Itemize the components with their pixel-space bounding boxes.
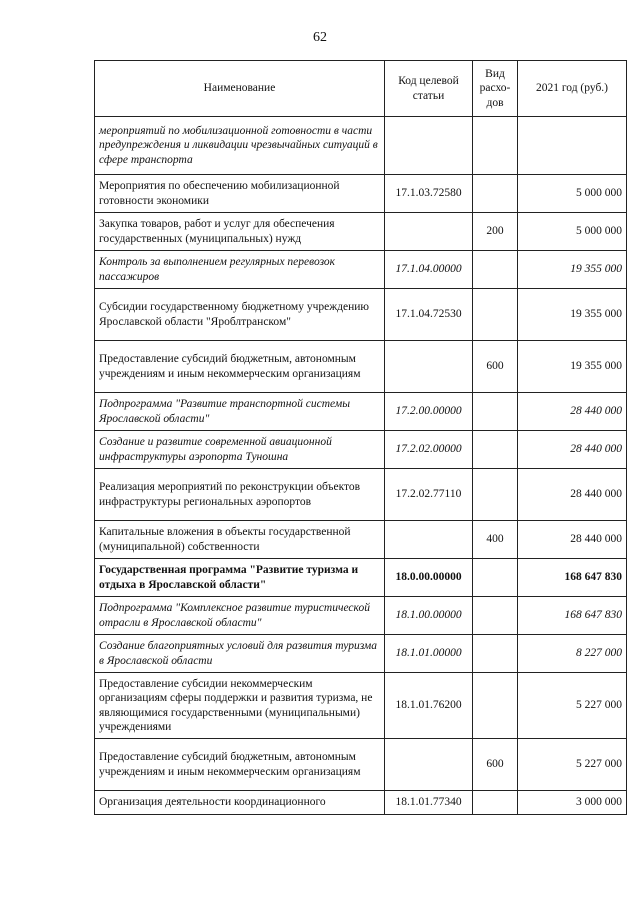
table-row xyxy=(95,521,627,559)
table-row xyxy=(95,341,627,393)
cell-code xyxy=(385,117,473,175)
cell-name: Подпрограмма "Развитие транспортной системы Ярославской области" xyxy=(95,393,385,431)
table-row xyxy=(95,431,627,469)
cell-sum: 5 000 000 xyxy=(518,213,627,251)
table-row xyxy=(95,673,627,739)
cell-type: 600 xyxy=(473,341,518,393)
cell-type xyxy=(473,469,518,521)
cell-sum: 28 440 000 xyxy=(518,469,627,521)
cell-sum xyxy=(518,117,627,175)
cell-code: 18.0.00.00000 xyxy=(385,559,473,597)
cell-name: Государственная программа "Развитие туризма и отдыха в Ярославской области" xyxy=(95,559,385,597)
cell-sum: 28 440 000 xyxy=(518,393,627,431)
table-row xyxy=(95,791,627,815)
cell-type: 200 xyxy=(473,213,518,251)
cell-sum: 8 227 000 xyxy=(518,635,627,673)
cell-sum: 28 440 000 xyxy=(518,431,627,469)
table-row xyxy=(95,175,627,213)
cell-code: 18.1.01.76200 xyxy=(385,673,473,739)
table-row xyxy=(95,393,627,431)
cell-name: Капитальные вложения в объекты государственной (муниципальной) собственности xyxy=(95,521,385,559)
table-row xyxy=(95,739,627,791)
cell-type xyxy=(473,175,518,213)
cell-code xyxy=(385,213,473,251)
table-row xyxy=(95,635,627,673)
cell-name: Создание благоприятных условий для развития туризма в Ярославской области xyxy=(95,635,385,673)
cell-code xyxy=(385,341,473,393)
cell-code: 18.1.00.00000 xyxy=(385,597,473,635)
cell-code: 18.1.01.77340 xyxy=(385,791,473,815)
cell-type xyxy=(473,289,518,341)
cell-sum: 3 000 000 xyxy=(518,791,627,815)
cell-code: 17.1.04.72530 xyxy=(385,289,473,341)
cell-name: Организация деятельности координационного xyxy=(95,791,385,815)
header-code: Код целевой статьи xyxy=(385,61,473,117)
cell-type: 400 xyxy=(473,521,518,559)
table-row xyxy=(95,559,627,597)
cell-name: мероприятий по мобилизационной готовности в части предупреждения и ликвидации чрезвычайных ситуаций в сфере транспорта xyxy=(95,117,385,175)
cell-code xyxy=(385,521,473,559)
cell-type xyxy=(473,251,518,289)
table-row xyxy=(95,597,627,635)
cell-name: Субсидии государственному бюджетному учреждению Ярославской области "Яроблтранском" xyxy=(95,289,385,341)
cell-type xyxy=(473,117,518,175)
cell-type: 600 xyxy=(473,739,518,791)
header-sum: 2021 год (руб.) xyxy=(518,61,627,117)
cell-name: Мероприятия по обеспечению мобилизационной готовности экономики xyxy=(95,175,385,213)
cell-code: 17.2.00.00000 xyxy=(385,393,473,431)
cell-name: Реализация мероприятий по реконструкции объектов инфраструктуры региональных аэропортов xyxy=(95,469,385,521)
cell-type xyxy=(473,559,518,597)
cell-sum: 19 355 000 xyxy=(518,251,627,289)
cell-name: Закупка товаров, работ и услуг для обеспечения государственных (муниципальных) нужд xyxy=(95,213,385,251)
header-name: Наименование xyxy=(95,61,385,117)
cell-code xyxy=(385,739,473,791)
table-row xyxy=(95,251,627,289)
table-row xyxy=(95,289,627,341)
table-header-row xyxy=(95,61,627,117)
cell-sum: 168 647 830 xyxy=(518,559,627,597)
cell-name: Предоставление субсидий бюджетным, автономным учреждениям и иным некоммерческим организациям xyxy=(95,341,385,393)
cell-sum: 5 000 000 xyxy=(518,175,627,213)
cell-name: Создание и развитие современной авиационной инфраструктуры аэропорта Туношна xyxy=(95,431,385,469)
table-row xyxy=(95,469,627,521)
cell-code: 17.1.04.00000 xyxy=(385,251,473,289)
cell-type xyxy=(473,635,518,673)
cell-type xyxy=(473,393,518,431)
table-row xyxy=(95,213,627,251)
cell-name: Предоставление субсидий бюджетным, автономным учреждениям и иным некоммерческим организациям xyxy=(95,739,385,791)
cell-name: Контроль за выполнением регулярных перевозок пассажиров xyxy=(95,251,385,289)
cell-sum: 19 355 000 xyxy=(518,289,627,341)
cell-code: 17.2.02.00000 xyxy=(385,431,473,469)
header-type: Вид расхо-дов xyxy=(473,61,518,117)
page-number: 62 xyxy=(313,30,327,45)
cell-sum: 28 440 000 xyxy=(518,521,627,559)
cell-type xyxy=(473,791,518,815)
cell-sum: 168 647 830 xyxy=(518,597,627,635)
cell-name: Предоставление субсидии некоммерческим организациям сферы поддержки и развития туризма, не являющимися государственными (муниципальными) учреждениями xyxy=(95,673,385,739)
cell-type xyxy=(473,597,518,635)
cell-sum: 19 355 000 xyxy=(518,341,627,393)
budget-table xyxy=(94,60,627,815)
cell-type xyxy=(473,673,518,739)
table-row xyxy=(95,117,627,175)
cell-sum: 5 227 000 xyxy=(518,739,627,791)
cell-code: 17.2.02.77110 xyxy=(385,469,473,521)
cell-type xyxy=(473,431,518,469)
cell-name: Подпрограмма "Комплексное развитие туристической отрасли в Ярославской области" xyxy=(95,597,385,635)
cell-code: 18.1.01.00000 xyxy=(385,635,473,673)
cell-code: 17.1.03.72580 xyxy=(385,175,473,213)
cell-sum: 5 227 000 xyxy=(518,673,627,739)
